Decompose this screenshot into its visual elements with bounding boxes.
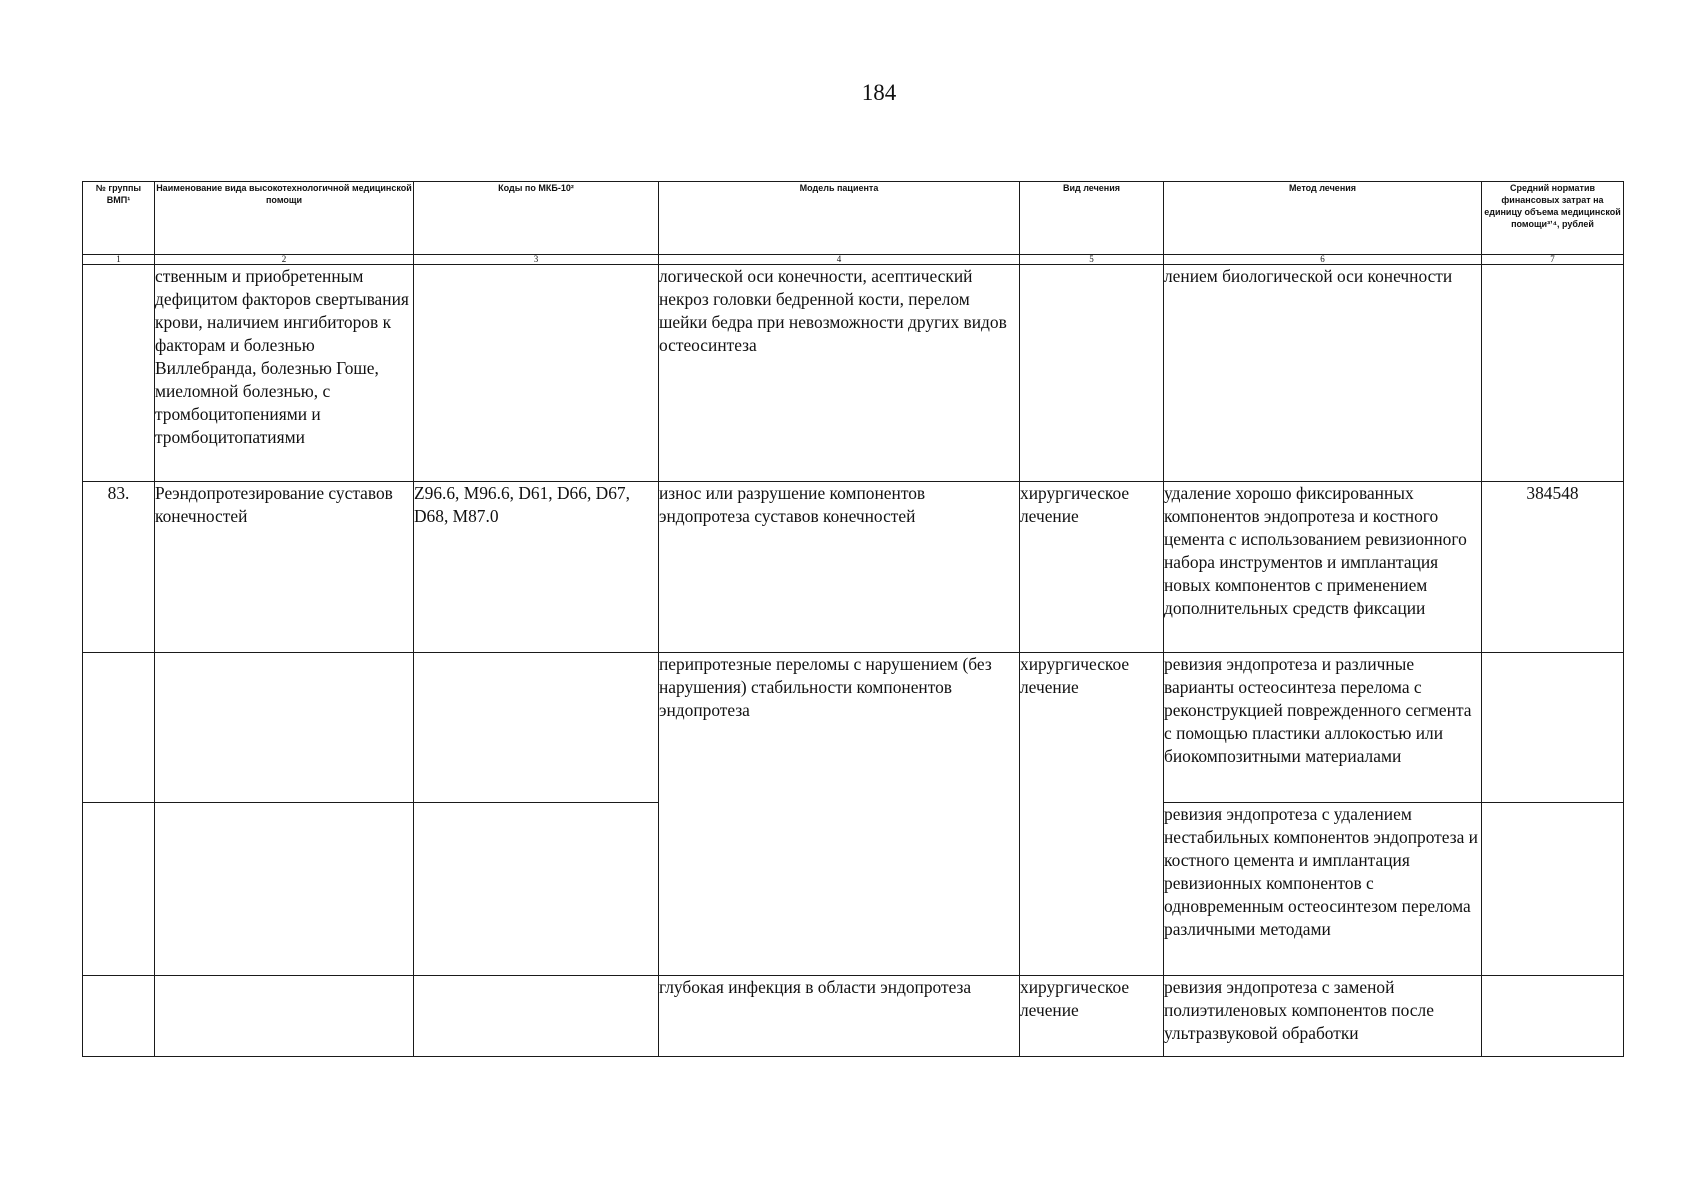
- average-cost-cell: [1482, 976, 1624, 1057]
- icd-codes-cell: [414, 976, 659, 1057]
- average-cost-cell: [1482, 803, 1624, 976]
- header-treatment-type: Вид лечения: [1020, 182, 1164, 255]
- header-average-cost: Средний норматив финансовых затрат на единицу объема медицинской помощи³ʼ⁴, рублей: [1482, 182, 1624, 255]
- column-number: 5: [1020, 255, 1164, 265]
- group-number-cell: 83.: [83, 482, 155, 653]
- treatment-type-cell: [1020, 265, 1164, 482]
- patient-model-cell: логической оси конечности, асептический некроз головки бедренной кости, перелом шейки бедра при невозможности других видов остеосинтеза: [659, 265, 1020, 482]
- icd-codes-cell: [414, 803, 659, 976]
- column-number: 7: [1482, 255, 1624, 265]
- care-type-cell: [155, 976, 414, 1057]
- group-number-cell: [83, 653, 155, 803]
- table-row: [83, 265, 1624, 482]
- treatment-type-cell: хирургическое лечение: [1020, 976, 1164, 1057]
- average-cost-cell: 384548: [1482, 482, 1624, 653]
- patient-model-cell: глубокая инфекция в области эндопротеза: [659, 976, 1020, 1057]
- header-row: [83, 182, 1624, 255]
- treatment-method-cell: лением биологической оси конечности: [1164, 265, 1482, 482]
- group-number-cell: [83, 265, 155, 482]
- group-number-cell: [83, 803, 155, 976]
- treatment-method-cell: удаление хорошо фиксированных компонентов эндопротеза и костного цемента с использованием ревизионного набора инструментов и имплантация новых компонентов с применением дополнительных средств фиксации: [1164, 482, 1482, 653]
- column-number: 4: [659, 255, 1020, 265]
- average-cost-cell: [1482, 265, 1624, 482]
- table-row: [83, 482, 1624, 653]
- header-icd-codes: Коды по МКБ-10²: [414, 182, 659, 255]
- column-number: 2: [155, 255, 414, 265]
- care-type-cell: Реэндопротезирование суставов конечностей: [155, 482, 414, 653]
- table-row: [83, 976, 1624, 1057]
- treatment-method-cell: ревизия эндопротеза с удалением нестабильных компонентов эндопротеза и костного цемента и имплантация ревизионных компонентов с одновременным остеосинтезом перелома различными методами: [1164, 803, 1482, 976]
- vmp-table: [82, 181, 1624, 1057]
- column-number-row: [83, 255, 1624, 265]
- group-number-cell: [83, 976, 155, 1057]
- treatment-method-cell: ревизия эндопротеза с заменой полиэтиленовых компонентов после ультразвуковой обработки: [1164, 976, 1482, 1057]
- average-cost-cell: [1482, 653, 1624, 803]
- column-number: 6: [1164, 255, 1482, 265]
- treatment-method-cell: ревизия эндопротеза и различные варианты остеосинтеза перелома с реконструкцией поврежденного сегмента с помощью пластики аллокостью или биокомпозитными материалами: [1164, 653, 1482, 803]
- patient-model-cell: износ или разрушение компонентов эндопротеза суставов конечностей: [659, 482, 1020, 653]
- icd-codes-cell: Z96.6, M96.6, D61, D66, D67, D68, M87.0: [414, 482, 659, 653]
- care-type-cell: [155, 653, 414, 803]
- table-row: [83, 653, 1624, 803]
- column-number: 3: [414, 255, 659, 265]
- column-number: 1: [83, 255, 155, 265]
- patient-model-cell: перипротезные переломы с нарушением (без нарушения) стабильности компонентов эндопротеза: [659, 653, 1020, 976]
- treatment-type-cell: хирургическое лечение: [1020, 653, 1164, 976]
- page-number: 184: [861, 80, 897, 105]
- header-care-type: Наименование вида высокотехнологичной медицинской помощи: [155, 182, 414, 255]
- icd-codes-cell: [414, 653, 659, 803]
- icd-codes-cell: [414, 265, 659, 482]
- header-treatment-method: Метод лечения: [1164, 182, 1482, 255]
- header-group-number: № группы ВМП¹: [83, 182, 155, 255]
- treatment-type-cell: хирургическое лечение: [1020, 482, 1164, 653]
- header-patient-model: Модель пациента: [659, 182, 1020, 255]
- care-type-cell: ственным и приобретенным дефицитом факторов свертывания крови, наличием ингибиторов к факторам и болезнью Виллебранда, болезнью Гоше, миеломной болезнью, с тромбоцитопениями и тромбоцитопатиями: [155, 265, 414, 482]
- care-type-cell: [155, 803, 414, 976]
